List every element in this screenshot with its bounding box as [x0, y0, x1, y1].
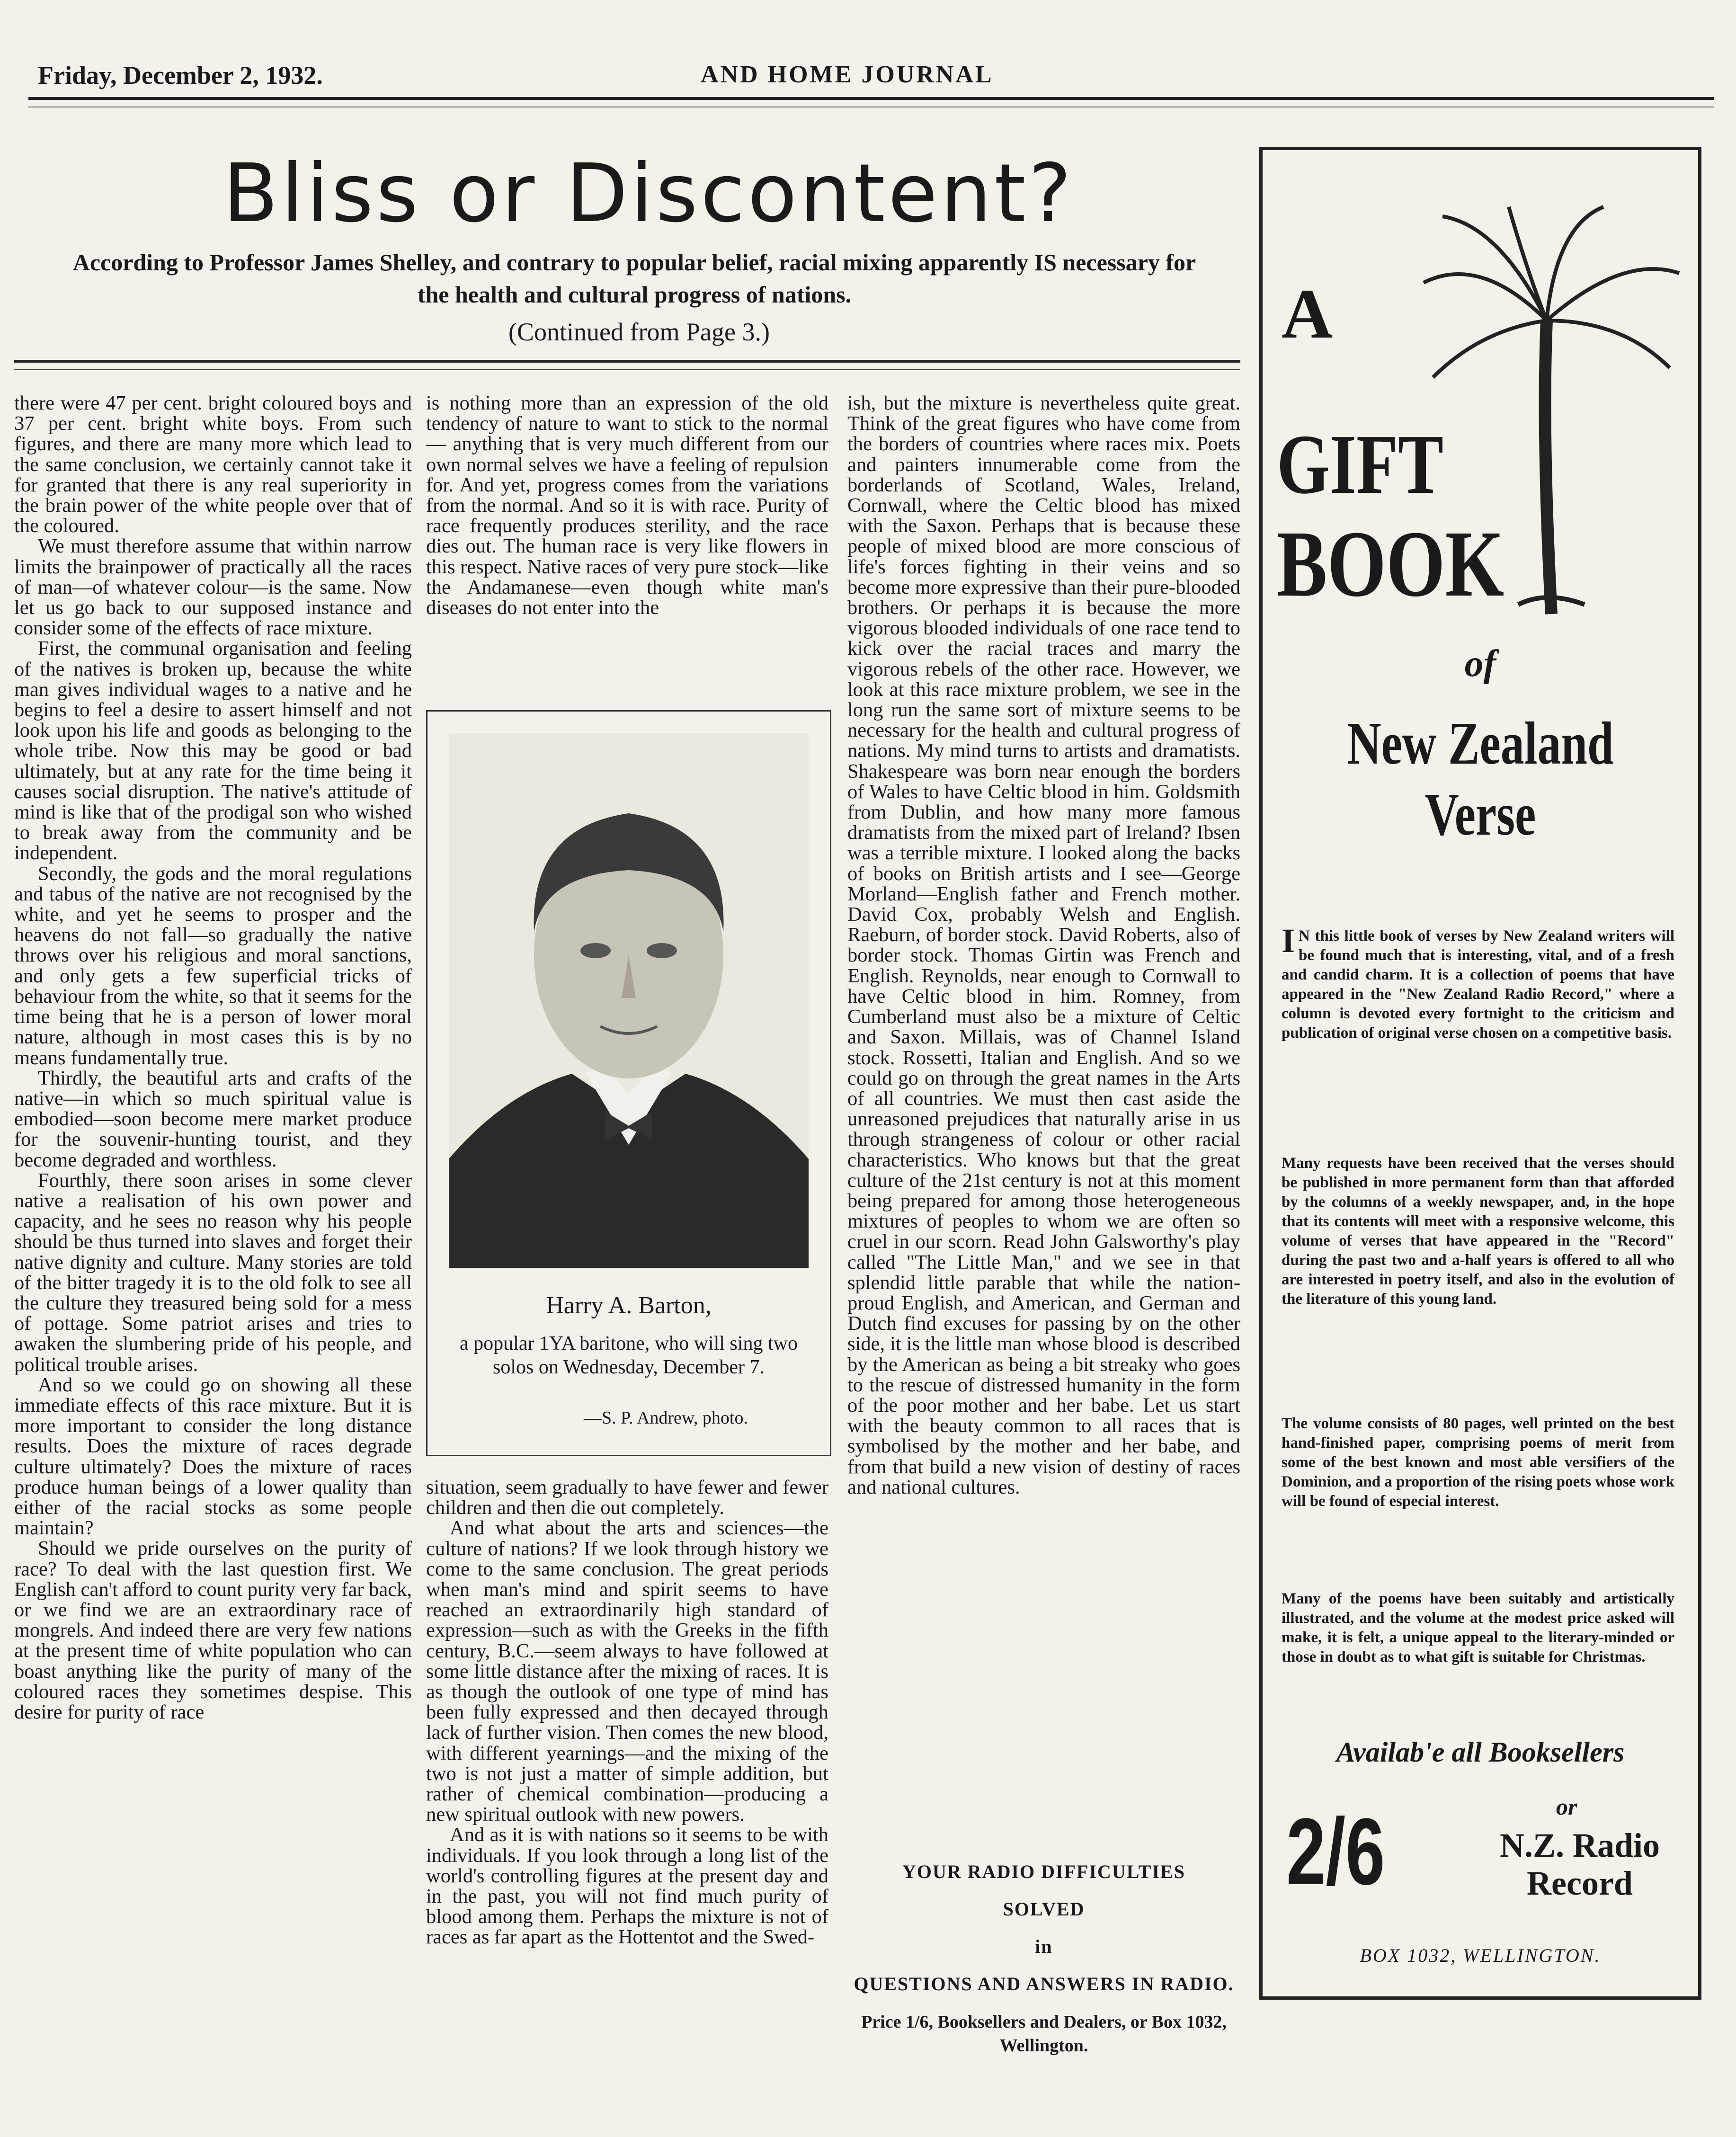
paragraph: Secondly, the gods and the moral regulations and tabus of the native are not recognised by the white, and yet he seems to prosper and the heavens do not fall—so gradually the native throws over his religious and moral sanctions, and only gets a few superficial tricks of behaviour from the white, so that it seems for the time being that he is a person of lower moral nature, although in most cases this is by no means fundamentally true. — [14, 862, 412, 1069]
article-rule-thin — [14, 369, 1240, 370]
paragraph: ish, but the mixture is nevertheless quite great. Think of the great figures who have come from the borders of countries where races mix. Poets and painters innumerable come from the borderlands of Scotland, Wales, Ireland, Cornwall, where the Celtic blood has mixed with the Saxon. Perhaps that is because these people of mixed blood are more conscious of life's forces fighting in their veins and so become more expressive than their pure-blooded brothers. Or perhaps it is because the more vigorous blooded individuals of one race tend to kick over the racial traces and marry the vigorous rebels of the other race. However, we look at this race mixture problem, we see in the long run the same sort of mixture seems to be necessary for the health and cultural progress of nations. My mind turns to artists and dramatists. Shakespeare was born near enough the borders of Wales to have Celtic blood in him. Goldsmith from Dublin, and how many more famous dramatists from the mixed part of Ireland? Ibsen was a terrible mixture. I looked along the backs of books on British artists and I see—George Morland—English father and French mother. David Cox, probably Welsh and English. Raeburn, of border stock. David Roberts, also of border stock. Thomas Girtin was French and English. Reynolds, near enough to Cornwall to have Celtic blood in him. Romney, from Cumberland must also be a mixture of Celtic and Saxon. Millais, was of Channel Island stock. Rossetti, Italian and English. And so we could go on through the great names in the Arts of all countries. We must then cast aside the unreasoned prejudices that naturally arise in us through strangeness of colour or other racial characteristics. Who knows but that the great culture of the 21st century is not at this moment being prepared for among those heterogeneous mixtures of peoples to whom we are often so cruel in our scorn. Read John Galsworthy's play called "The Little Man," and we see in that splendid little parable that while the nation-proud English, and American, and German and Dutch find excuses for passing by on the other side, it is the little man whose blood is described by the American as being a bit streaky who goes to the rescue of distressed humanity in the form of the poor mother and her babe. Let us start with the beauty common to all races that is symbolised by the mother and her babe, and from that build a new vision of destiny of races and national cultures. — [847, 393, 1240, 1498]
photo-credit: —S. P. Andrew, photo. — [584, 1408, 748, 1428]
photo-caption: a popular 1YA baritone, who will sing two solos on Wednesday, December 7. — [460, 1333, 798, 1378]
ad-publisher-line: Record — [1527, 1864, 1633, 1902]
ad-price: 2/6 — [1286, 1799, 1385, 1905]
paragraph: Thirdly, the beautiful arts and crafts of the native—in which so much spiritual value is embodied—soon become mere market produce for the souvenir-hunting tourist, and they become degraded and worthless. — [14, 1067, 412, 1171]
ad-blurb: IN this little book of verses by New Zealand writers will be found much that is interesting, vital, and of a fresh and candid charm. It is a collection of poems that have appeared in the "New Zealand Radio Record," where a column is devoted every fortnight to the criticism and publication of original verse chosen on a competitive basis. — [1282, 922, 1674, 1042]
ad-address: BOX 1032, WELLINGTON. — [1360, 1945, 1601, 1966]
issue-date: Friday, December 2, 1932. — [38, 61, 323, 89]
header-rule — [28, 97, 1714, 100]
paragraph: And as it is with nations so it seems to be with individuals. If you look through a long list of the world's controlling figures at the present day and in the past, you will not find much purity of blood among them. Perhaps the mixture is not of races as far apart as the Hottentot and the Swed- — [426, 1824, 828, 1949]
ad-heading-gift: GIFT — [1277, 417, 1444, 511]
radio-notice-line: YOUR RADIO DIFFICULTIES — [902, 1861, 1185, 1882]
ad-blurb: Many of the poems have been suitably and artistically illustrated, and the volume at the modest price asked will make, it is felt, a unique appeal to the literary-minded or those in doubt as to what gift is suitable for Christmas. — [1282, 1590, 1674, 1665]
continued-note: (Continued from Page 3.) — [508, 318, 770, 346]
ad-or: or — [1556, 1793, 1577, 1820]
article-column-1 — [14, 393, 412, 2121]
paragraph: is nothing more than an expression of the old tendency of nature to want to stick to the normal— anything that is very much different from our own normal selves we have a feeling of repulsion for. And yet, progress comes from the variations from the normal. And so it is with race. Purity of race frequently produces sterility, and the race dies out. The human race is very like flowers in this respect. Native races of very pure stock—like the Andamanese—even though white man's diseases do not enter into the — [426, 393, 828, 619]
ad-blurb: The volume consists of 80 pages, well printed on the best hand-finished paper, comprising poems of merit from some of the best known and most able versifiers of the Dominion, and a proportion of the rising poets whose work will be found of especial interest. — [1282, 1415, 1674, 1510]
paragraph: We must therefore assume that within narrow limits the brainpower of practically all the races of man—of whatever colour—is the same. Now let us go back to our supposed instance and consider some of the effects of race mixture. — [14, 535, 412, 640]
photo-caption-name: Harry A. Barton, — [546, 1292, 712, 1319]
photo-frame — [426, 710, 831, 1456]
paragraph: situation, seem gradually to have fewer and fewer children and then die out completely. — [426, 1477, 828, 1519]
journal-name: AND HOME JOURNAL — [701, 61, 994, 88]
paragraph: And so we could go on showing all these immediate effects of this race mixture. But it is more important to consider the long distance results. Does the mixture of races degrade culture ultimately? Does the mixture of races produce human beings of a lower quality than either of the racial stocks as some people maintain? — [14, 1373, 412, 1540]
ad-blurb: Many requests have been received that the verses should be published in more permanent form than that afforded by the columns of a weekly newspaper, and, in the hope that its contents will meet with a responsive welcome, this volume of verses that have appeared in the "Record" during the past two and a-half years is offered to all who are interested in poetry itself, and also in the evolution of the literature of this young land. — [1282, 1155, 1674, 1308]
radio-notice-price: Price 1/6, Booksellers and Dealers, or Box 1032, Wellington. — [861, 2012, 1227, 2056]
page-header — [38, 52, 1714, 104]
paragraph: First, the communal organisation and feeling of the natives is broken up, because the white man gives individual wages to a native and he begins to feel a desire to assert himself and not look upon his life and goods as belonging to the whole tribe. Now this may be good or bad ultimately, but at any rate for the time being it causes social disruption. The native's attitude of mind is like that of the prodigal son who wished to break away from the community and be independent. — [14, 637, 412, 864]
article-rule — [14, 360, 1240, 363]
ad-publisher-line: N.Z. Radio — [1499, 1826, 1660, 1864]
ad-heading-new-zealand: New Zealand — [1347, 710, 1614, 777]
radio-notice — [847, 1861, 1240, 2107]
paragraph: Fourthly, there soon arises in some clever native a realisation of his own power and capacity, and he sees no reason why his people should be thus turned into slaves and forget their native dignity and culture. Many stories are told of the bitter tragedy it is to the old folk to see all the culture they treasured being sold for a mess of pottage. Some patriot arises and tries to awaken the slumbering pride of his people, and political trouble arises. — [14, 1169, 412, 1376]
paragraph: Should we pride ourselves on the purity of race? To deal with the last question first. We English can't afford to count purity very far back, or we find we are an extraordinary race of mongrels. And indeed there are very few nations at the present time of white population who can boast anything like the purity of many of the coloured races they sometimes despise. This desire for purity of race — [14, 1537, 412, 1723]
radio-notice-line: QUESTIONS AND ANSWERS IN RADIO. — [854, 1973, 1234, 1995]
article-column-2-bottom — [426, 1477, 828, 2121]
radio-notice-line: SOLVED — [1003, 1898, 1085, 1920]
radio-notice-line: in — [1035, 1936, 1053, 1957]
article-column-3 — [847, 393, 1240, 1837]
article-column-2-top — [426, 393, 828, 701]
ad-heading-a: A — [1282, 275, 1333, 353]
paragraph: And what about the arts and sciences—the culture of nations? If we look through history we come to the same conclusion. The great periods when man's mind and spirit seems to have reached an extraordinarily high standard of expression—such as with the Greeks in the fifth century, B.C.—seem always to have followed at some little distance after the mixing of races. It is as though the outlook of one type of mind has been fully expressed and then decayed through lack of further vision. Then comes the new blood, with different yearnings—and the mixing of the two is not just a matter of simple addition, but rather of chemical combination—producing a new spiritual outlook with new powers. — [426, 1517, 828, 1826]
ad-availability: Availab'e all Booksellers — [1336, 1736, 1625, 1768]
ad-heading-verse: Verse — [1424, 781, 1536, 848]
ad-heading-book: BOOK — [1277, 512, 1505, 616]
paragraph: there were 47 per cent. bright coloured boys and 37 per cent. bright white boys. From such figures, and there are many more which lead to the same conclusion, we certainly cannot take it for granted that there is any real superiority in the brain power of the white people over that of the coloured. — [14, 393, 412, 537]
portrait-photo — [449, 733, 809, 1268]
ad-heading-of: of — [1464, 643, 1496, 685]
gift-book-advert — [1259, 147, 1701, 2000]
article-headline: Bliss or Discontent? — [223, 147, 1074, 240]
article-deck: According to Professor James Shelley, and contrary to popular belief, racial mixing apparently IS necessary for the health and cultural progress of nations. — [72, 249, 1196, 308]
